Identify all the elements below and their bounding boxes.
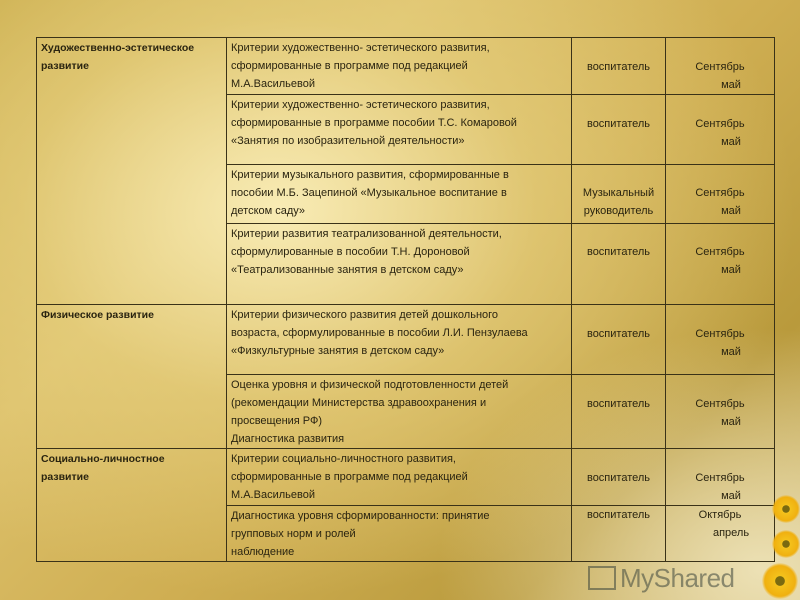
text-line: «Физкультурные занятия в детском саду»: [231, 345, 445, 357]
text-line: Физическое развитие: [41, 309, 154, 321]
text-line: руководитель: [583, 205, 654, 217]
responsible-cell: [572, 224, 666, 305]
text-line: Сентябрь: [695, 118, 745, 130]
text-line: Критерии художественно- эстетического развития,: [231, 99, 490, 111]
text-line: апрель: [712, 527, 750, 539]
criteria-cell: [227, 449, 572, 506]
section-title-cell: [37, 38, 227, 305]
text-line: май: [721, 416, 741, 428]
criteria-cell: [227, 38, 572, 95]
text-line: Социально-личностное: [41, 453, 165, 465]
text-line: сформированные в программе пособии Т.С. Комаровой: [231, 117, 517, 129]
period-cell: [666, 95, 775, 165]
text-line: «Театрализованные занятия в детском саду»: [231, 264, 464, 276]
text-line: М.А.Васильевой: [231, 78, 315, 90]
responsible-cell: [572, 449, 666, 506]
text-line: сформированные в программе под редакцией: [231, 60, 468, 72]
text-line: Диагностика развития: [231, 433, 345, 445]
table-row: [37, 305, 775, 375]
flower-decoration-icon: [772, 530, 800, 558]
text-line: развитие: [41, 60, 89, 72]
responsible-cell: [572, 95, 666, 165]
text-line: Октябрь: [698, 509, 742, 521]
text-line: Критерии развития театрализованной деятельности,: [231, 228, 502, 240]
text-line: Оценка уровня и физической подготовленности детей: [231, 379, 509, 391]
text-line: Сентябрь: [695, 328, 745, 340]
text-line: Диагностика уровня сформированности: принятие: [231, 510, 490, 522]
period-cell: [666, 224, 775, 305]
text-line: наблюдение: [231, 546, 295, 558]
text-line: сформированные в программе под редакцией: [231, 471, 468, 483]
text-line: возраста, сформулированные в пособии Л.И. Пензулаева: [231, 327, 528, 339]
watermark-logo-icon: [588, 566, 616, 590]
text-line: воспитатель: [586, 472, 651, 484]
text-line: воспитатель: [586, 118, 651, 130]
criteria-cell: [227, 224, 572, 305]
text-line: воспитатель: [586, 246, 651, 258]
flower-decoration-icon: [772, 495, 800, 523]
section-title-cell: [37, 449, 227, 562]
period-cell: [666, 375, 775, 449]
text-line: «Занятия по изобразительной деятельности»: [231, 135, 465, 147]
period-cell: [666, 506, 775, 562]
text-line: групповых норм и ролей: [231, 528, 356, 540]
text-line: Сентябрь: [695, 187, 745, 199]
text-line: май: [721, 346, 741, 358]
watermark-text: MyShared: [620, 563, 735, 593]
period-cell: [666, 38, 775, 95]
text-line: (рекомендации Министерства здравоохранения и: [231, 397, 487, 409]
development-criteria-table: [36, 37, 775, 562]
text-line: воспитатель: [586, 398, 651, 410]
text-line: Сентябрь: [695, 61, 745, 73]
responsible-cell: [572, 375, 666, 449]
criteria-cell: [227, 95, 572, 165]
text-line: развитие: [41, 471, 89, 483]
criteria-cell: [227, 506, 572, 562]
text-line: воспитатель: [586, 328, 651, 340]
criteria-cell: [227, 305, 572, 375]
text-line: май: [721, 79, 741, 91]
text-line: Критерии физического развития детей дошкольного: [231, 309, 499, 321]
text-line: Художественно-эстетическое: [41, 42, 195, 54]
table-row: [37, 38, 775, 95]
text-line: Сентябрь: [695, 472, 745, 484]
responsible-cell: [572, 38, 666, 95]
text-line: воспитатель: [586, 61, 651, 73]
section-title-cell: [37, 305, 227, 449]
text-line: Критерии художественно- эстетического развития,: [231, 42, 490, 54]
flower-decoration-icon: [762, 563, 798, 599]
text-line: сформулированные в пособии Т.Н. Дороновой: [231, 246, 470, 258]
text-line: Сентябрь: [695, 246, 745, 258]
criteria-cell: [227, 165, 572, 224]
text-line: Музыкальный: [582, 187, 655, 199]
text-line: просвещения РФ): [231, 415, 323, 427]
responsible-cell: [572, 165, 666, 224]
text-line: воспитатель: [586, 509, 651, 521]
criteria-cell: [227, 375, 572, 449]
text-line: Критерии социально-личностного развития,: [231, 453, 456, 465]
period-cell: [666, 305, 775, 375]
text-line: май: [721, 264, 741, 276]
period-cell: [666, 165, 775, 224]
text-line: май: [721, 205, 741, 217]
text-line: М.А.Васильевой: [231, 489, 315, 501]
period-cell: [666, 449, 775, 506]
responsible-cell: [572, 506, 666, 562]
text-line: май: [721, 136, 741, 148]
text-line: Сентябрь: [695, 398, 745, 410]
table-row: [37, 449, 775, 506]
text-line: детском саду»: [231, 205, 306, 217]
text-line: пособии М.Б. Зацепиной «Музыкальное воспитание в: [231, 187, 507, 199]
text-line: Критерии музыкального развития, сформированные в: [231, 169, 509, 181]
text-line: май: [721, 490, 741, 502]
responsible-cell: [572, 305, 666, 375]
